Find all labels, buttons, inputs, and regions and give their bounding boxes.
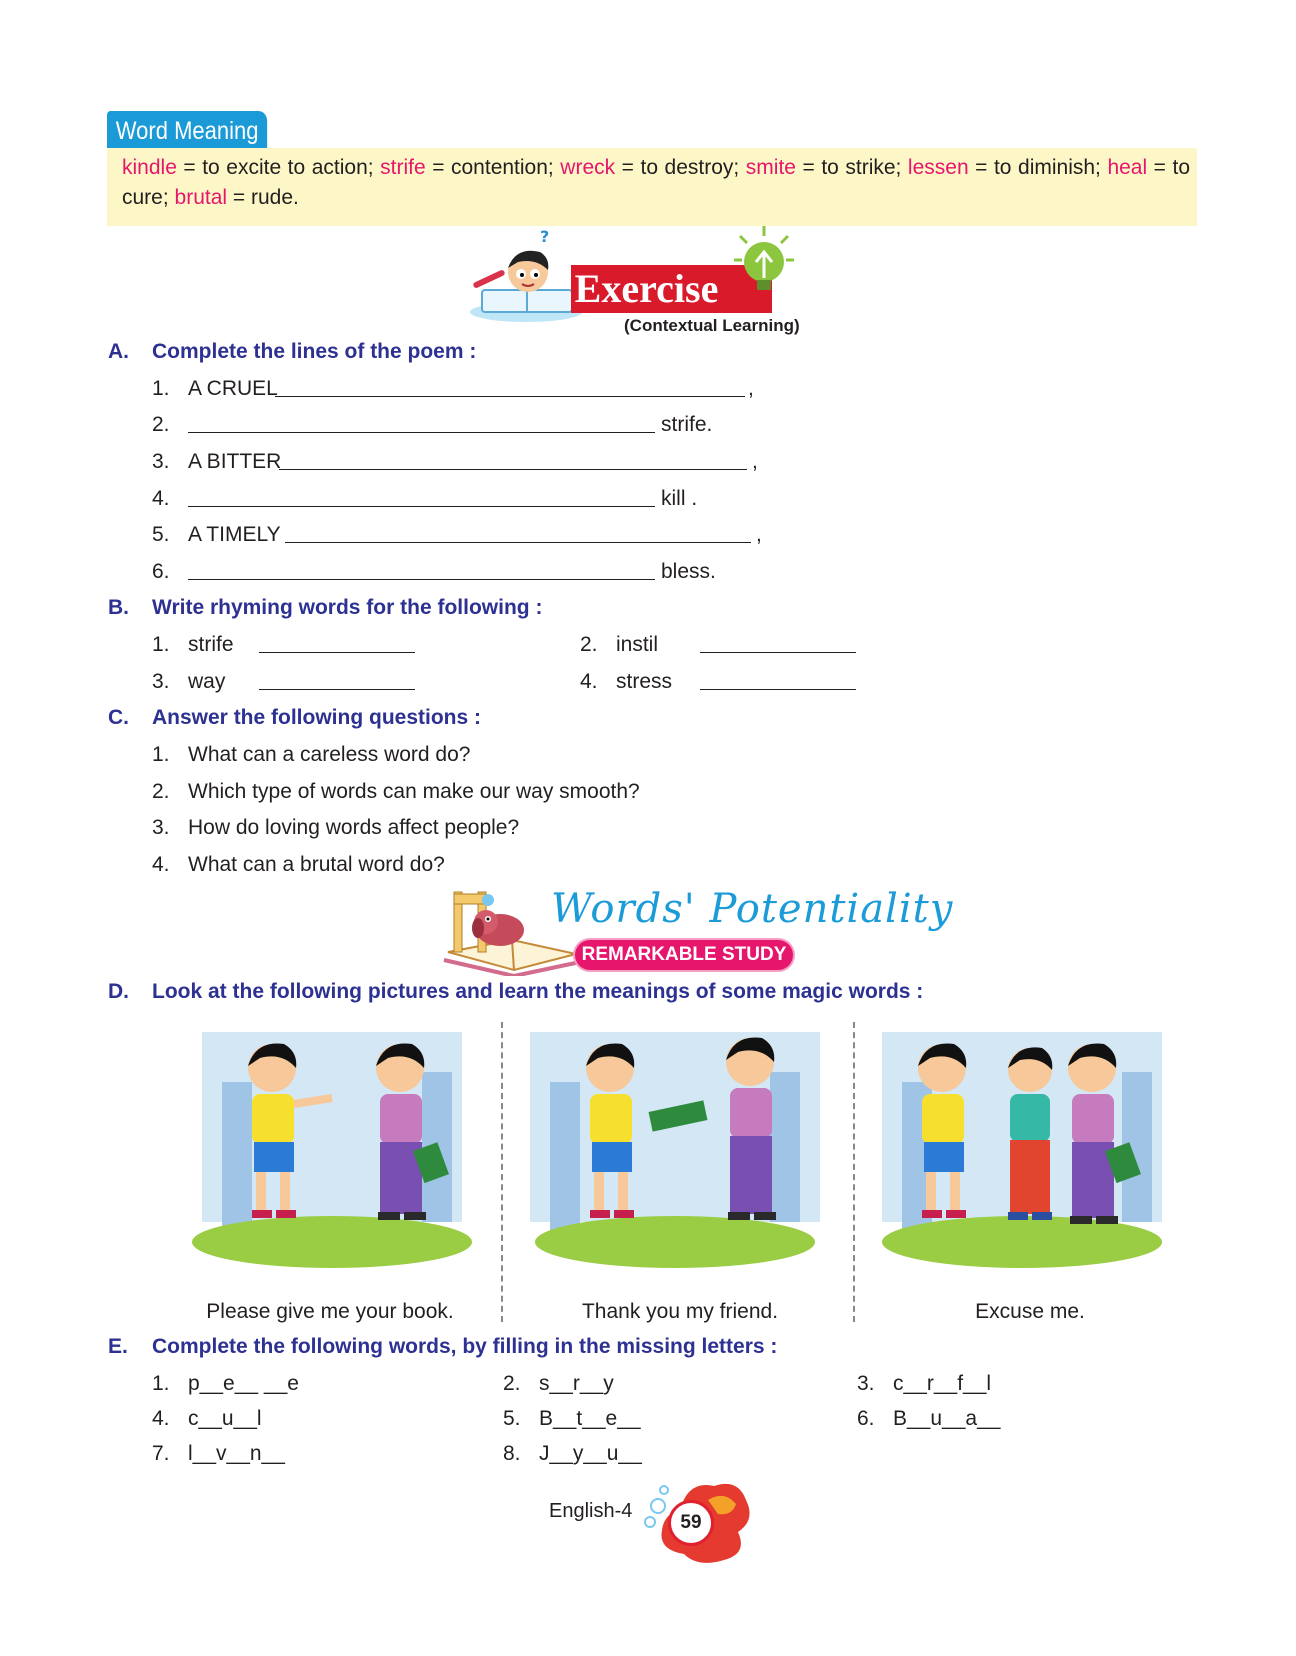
- rhyme-item: [152, 632, 234, 658]
- section-letter: A.: [108, 340, 129, 363]
- missing-letters-item: [857, 1371, 991, 1397]
- missing-letters-word: c__r__f__l: [893, 1372, 992, 1395]
- glossary-meaning: = to strike;: [795, 156, 908, 179]
- poem-prefix: A BITTER: [188, 450, 282, 473]
- answer-blank[interactable]: [188, 559, 655, 580]
- glossary-meaning: = to excite to action;: [176, 156, 381, 179]
- glossary-word: smite: [745, 156, 796, 179]
- poem-suffix: kill .: [661, 487, 698, 510]
- answer-blank[interactable]: [259, 632, 415, 653]
- poem-line: [152, 486, 188, 512]
- answer-blank[interactable]: [279, 449, 747, 470]
- missing-letters-item: [503, 1406, 641, 1432]
- missing-letters-item: [152, 1406, 262, 1432]
- answer-blank[interactable]: [188, 412, 655, 433]
- poem-line: [152, 412, 188, 438]
- item-number: 3.: [152, 450, 170, 473]
- question-text: How do loving words affect people?: [188, 816, 520, 839]
- item-number: 2.: [580, 633, 598, 656]
- poem-line: [152, 559, 188, 585]
- picture-divider: [853, 1022, 855, 1322]
- glossary-word: wreck: [560, 156, 616, 179]
- section-b-title: Write rhyming words for the following :: [152, 596, 543, 619]
- section-letter: E.: [108, 1335, 128, 1358]
- exercise-subtitle: (Contextual Learning): [624, 316, 800, 335]
- book-label: English-4: [549, 1500, 633, 1522]
- missing-letters-word: c__u__l: [188, 1407, 262, 1430]
- poem-suffix: strife.: [661, 413, 713, 436]
- svg-text:?: ?: [540, 228, 550, 246]
- glossary-meaning: = to diminish;: [968, 156, 1108, 179]
- missing-letters-item: [152, 1441, 285, 1467]
- question-item: [152, 742, 470, 768]
- picture-excuse-me: [872, 1022, 1172, 1274]
- rhyme-word: way: [188, 670, 226, 693]
- missing-letters-item: [152, 1371, 299, 1397]
- item-number: 6.: [152, 560, 170, 583]
- question-text: Which type of words can make our way smooth?: [188, 780, 640, 803]
- glossary-word: brutal: [174, 186, 228, 209]
- missing-letters-item: [503, 1441, 642, 1467]
- question-text: What can a brutal word do?: [188, 853, 445, 876]
- item-number: 3.: [152, 670, 170, 693]
- glossary-word: heal: [1107, 156, 1148, 179]
- item-number: 7.: [152, 1442, 170, 1465]
- item-number: 4.: [152, 853, 170, 876]
- word-meaning-tag: Word Meaning: [107, 111, 267, 151]
- section-e-title: Complete the following words, by filling in the missing letters :: [152, 1335, 778, 1358]
- rhyme-item: [580, 632, 658, 658]
- missing-letters-word: p__e__ __e: [188, 1372, 299, 1395]
- poem-prefix: A TIMELY: [188, 523, 281, 546]
- glossary-word: kindle: [122, 156, 177, 179]
- item-number: 4.: [152, 487, 170, 510]
- picture-asking-book: [182, 1022, 477, 1274]
- picture-caption: Excuse me.: [975, 1300, 1085, 1323]
- glossary-meaning: = to cure;: [122, 156, 1190, 209]
- item-number: 5.: [152, 523, 170, 546]
- item-number: 1.: [152, 743, 170, 766]
- section-letter: C.: [108, 706, 129, 729]
- answer-blank[interactable]: [700, 669, 856, 690]
- item-number: 2.: [152, 413, 170, 436]
- question-item: [152, 815, 519, 841]
- picture-divider: [501, 1022, 503, 1322]
- missing-letters-word: B__u__a__: [893, 1407, 1001, 1430]
- item-number: 3.: [857, 1372, 875, 1395]
- remarkable-study-badge: REMARKABLE STUDY: [575, 940, 793, 970]
- question-item: [152, 852, 445, 878]
- missing-letters-item: [503, 1371, 614, 1397]
- poem-prefix: A CRUEL: [188, 377, 278, 400]
- picture-caption: Please give me your book.: [206, 1300, 454, 1323]
- section-letter: B.: [108, 596, 129, 619]
- item-number: 1.: [152, 377, 170, 400]
- item-number: 6.: [857, 1407, 875, 1430]
- item-number: 4.: [580, 670, 598, 693]
- missing-letters-word: l__v__n__: [188, 1442, 285, 1465]
- boy-reading-illustration: [466, 228, 586, 324]
- item-number: 1.: [152, 1372, 170, 1395]
- answer-blank[interactable]: [259, 669, 415, 690]
- rhyme-word: stress: [616, 670, 673, 693]
- poem-line: [152, 449, 281, 475]
- item-number: 5.: [503, 1407, 521, 1430]
- poem-suffix: bless.: [661, 560, 716, 583]
- rhyme-word: instil: [616, 633, 659, 656]
- rhyme-item: [152, 669, 225, 695]
- section-a-title: Complete the lines of the poem :: [152, 340, 477, 363]
- missing-letters-word: J__y__u__: [539, 1442, 642, 1465]
- exercise-banner: Exercise: [571, 265, 772, 313]
- picture-caption: Thank you my friend.: [581, 1300, 779, 1323]
- section-d-title: Look at the following pictures and learn the meanings of some magic words :: [152, 980, 924, 1003]
- poem-suffix: ,: [752, 450, 758, 473]
- answer-blank[interactable]: [275, 376, 745, 397]
- answer-blank[interactable]: [188, 486, 655, 507]
- item-number: 3.: [152, 816, 170, 839]
- item-number: 1.: [152, 633, 170, 656]
- word-meaning-text: [122, 153, 1190, 213]
- words-potentiality-title: Words' Potentiality: [551, 886, 954, 932]
- item-number: 8.: [503, 1442, 521, 1465]
- glossary-meaning: = to destroy;: [615, 156, 746, 179]
- question-item: [152, 779, 640, 805]
- picture-giving-book: [520, 1022, 830, 1274]
- glossary-meaning: = contention;: [425, 156, 561, 179]
- missing-letters-word: B__t__e__: [539, 1407, 641, 1430]
- glossary-word: lessen: [907, 156, 969, 179]
- poem-suffix: ,: [756, 523, 762, 546]
- missing-letters-item: [857, 1406, 1000, 1432]
- lightbulb-icon: [732, 222, 802, 302]
- missing-letters-word: s__r__y: [539, 1372, 614, 1395]
- page-number: 59: [668, 1500, 714, 1546]
- poem-line: [152, 376, 278, 402]
- section-c-title: Answer the following questions :: [152, 706, 482, 729]
- answer-blank[interactable]: [700, 632, 856, 653]
- section-letter: D.: [108, 980, 129, 1003]
- item-number: 4.: [152, 1407, 170, 1430]
- rhyme-word: strife: [188, 633, 234, 656]
- rhyme-item: [580, 669, 672, 695]
- poem-suffix: ,: [748, 377, 754, 400]
- poem-line: [152, 522, 281, 548]
- glossary-word: strife: [380, 156, 426, 179]
- item-number: 2.: [152, 780, 170, 803]
- question-text: What can a careless word do?: [188, 743, 471, 766]
- item-number: 2.: [503, 1372, 521, 1395]
- answer-blank[interactable]: [285, 522, 751, 543]
- glossary-meaning: = rude.: [227, 186, 299, 209]
